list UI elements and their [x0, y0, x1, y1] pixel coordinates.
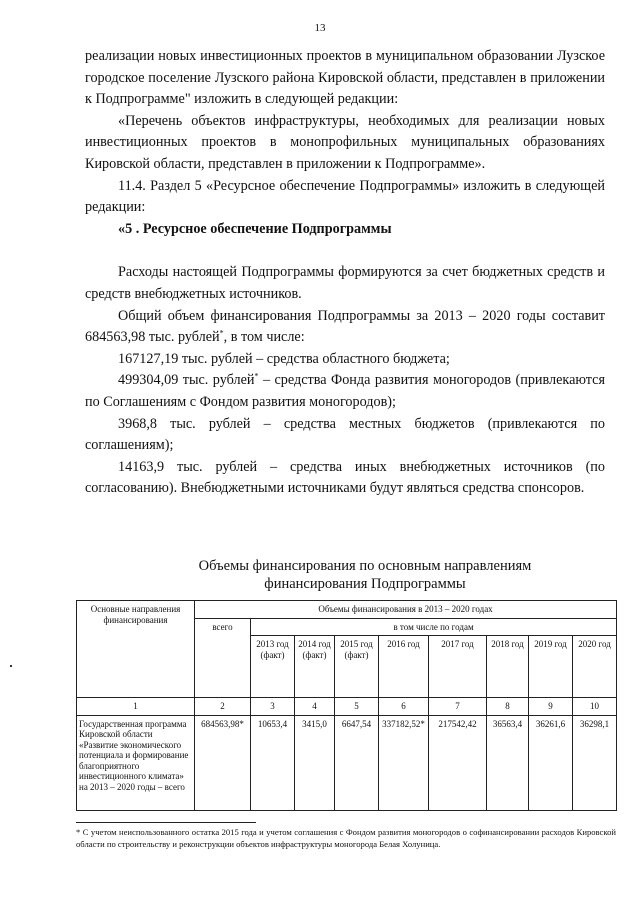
paragraph-6: 167127,19 тыс. рублей – средства областного бюджета; — [118, 350, 450, 367]
col-number: 4 — [295, 698, 335, 716]
cell-value: 36261,6 — [529, 715, 573, 810]
header-year: 2017 год — [429, 636, 487, 698]
header-year: 2019 год — [529, 636, 573, 698]
row-name: Государственная программа Кировской области «Развитие экономического потенциала и формирование благоприятного инвестиционного климата» на 2013 – 2020 годы – всего — [77, 715, 195, 810]
financing-table — [76, 600, 617, 811]
cell-value: 10653,4 — [251, 715, 295, 810]
col-number: 1 — [77, 698, 195, 716]
paragraph-2: «Перечень объектов инфраструктуры, необходимых для реализации новых инвестиционных проектов в монопрофильных муниципальных образованиях Кировской области, представлен в приложении к Подпрограмме». — [85, 112, 605, 172]
header-year: 2016 год — [379, 636, 429, 698]
paragraph-5: Общий объем финансирования Подпрограммы за 2013 – 2020 годы составит 684563,98 тыс. рублей*, в том числе: — [85, 307, 605, 346]
paragraph-8: 3968,8 тыс. рублей – средства местных бюджетов (привлекаются по соглашениям); — [85, 415, 605, 454]
header-total: всего — [195, 618, 251, 698]
col-number: 6 — [379, 698, 429, 716]
scan-speck — [10, 665, 12, 667]
page-number: 13 — [314, 22, 326, 34]
paragraph-7: 499304,09 тыс. рублей* – средства Фонда развития моногородов (привлекаются по Соглашениям с Фондом развития моногородов); — [85, 371, 605, 410]
header-year: 2018 год — [487, 636, 529, 698]
footnote-mark: * — [219, 328, 224, 338]
paragraph-4: Расходы настоящей Подпрограммы формируются за счет бюджетных средств и средств внебюджетных источников. — [85, 264, 605, 302]
document-body — [85, 46, 605, 500]
col-number: 9 — [529, 698, 573, 716]
cell-value: 36298,1 — [573, 715, 617, 810]
col-number: 8 — [487, 698, 529, 716]
section-heading: «5 . Ресурсное обеспечение Подпрограммы — [118, 220, 392, 237]
header-year: 2014 год (факт) — [295, 636, 335, 698]
table-title: Объемы финансирования по основным направлениям финансирования Подпрограммы — [198, 558, 532, 592]
col-number: 2 — [195, 698, 251, 716]
paragraph-9: 14163,9 тыс. рублей – средства иных внебюджетных источников (по согласованию). Внебюджетными источниками будут являться средства спонсоров. — [85, 458, 605, 497]
cell-value: 36563,4 — [487, 715, 529, 810]
header-including: в том числе по годам — [251, 618, 617, 636]
header-year: 2013 год (факт) — [251, 636, 295, 698]
footnote: * С учетом неиспользованного остатка 2015 года и учетом соглашения с Фондом развития моногородов о софинансировании расходов Кировской области по строительству и реконструкции объектов инфраструктуры моногорода Белая Холуница. — [76, 827, 616, 849]
header-direction: Основные направления финансирования — [77, 601, 195, 698]
cell-value: 3415,0 — [295, 715, 335, 810]
paragraph-3: 11.4. Раздел 5 «Ресурсное обеспечение Подпрограммы» изложить в следующей редакции: — [85, 177, 605, 216]
cell-value: 684563,98* — [195, 715, 251, 810]
paragraph-1: реализации новых инвестиционных проектов в муниципальном образовании Лузское городское поселение Лузского района Кировской области, представлен в приложении к Подпрограмме" изложить в следующей редакции: — [85, 48, 605, 108]
cell-value: 217542,42 — [429, 715, 487, 810]
footnote-divider — [76, 822, 256, 823]
header-year: 2015 год (факт) — [335, 636, 379, 698]
cell-value: 6647,54 — [335, 715, 379, 810]
col-number: 3 — [251, 698, 295, 716]
header-volumes: Объемы финансирования в 2013 – 2020 годах — [195, 601, 617, 619]
col-number: 7 — [429, 698, 487, 716]
footnote-mark: * — [254, 371, 259, 381]
cell-value: 337182,52* — [379, 715, 429, 810]
table-row — [77, 715, 617, 810]
col-number: 10 — [573, 698, 617, 716]
header-year: 2020 год — [573, 636, 617, 698]
col-number: 5 — [335, 698, 379, 716]
